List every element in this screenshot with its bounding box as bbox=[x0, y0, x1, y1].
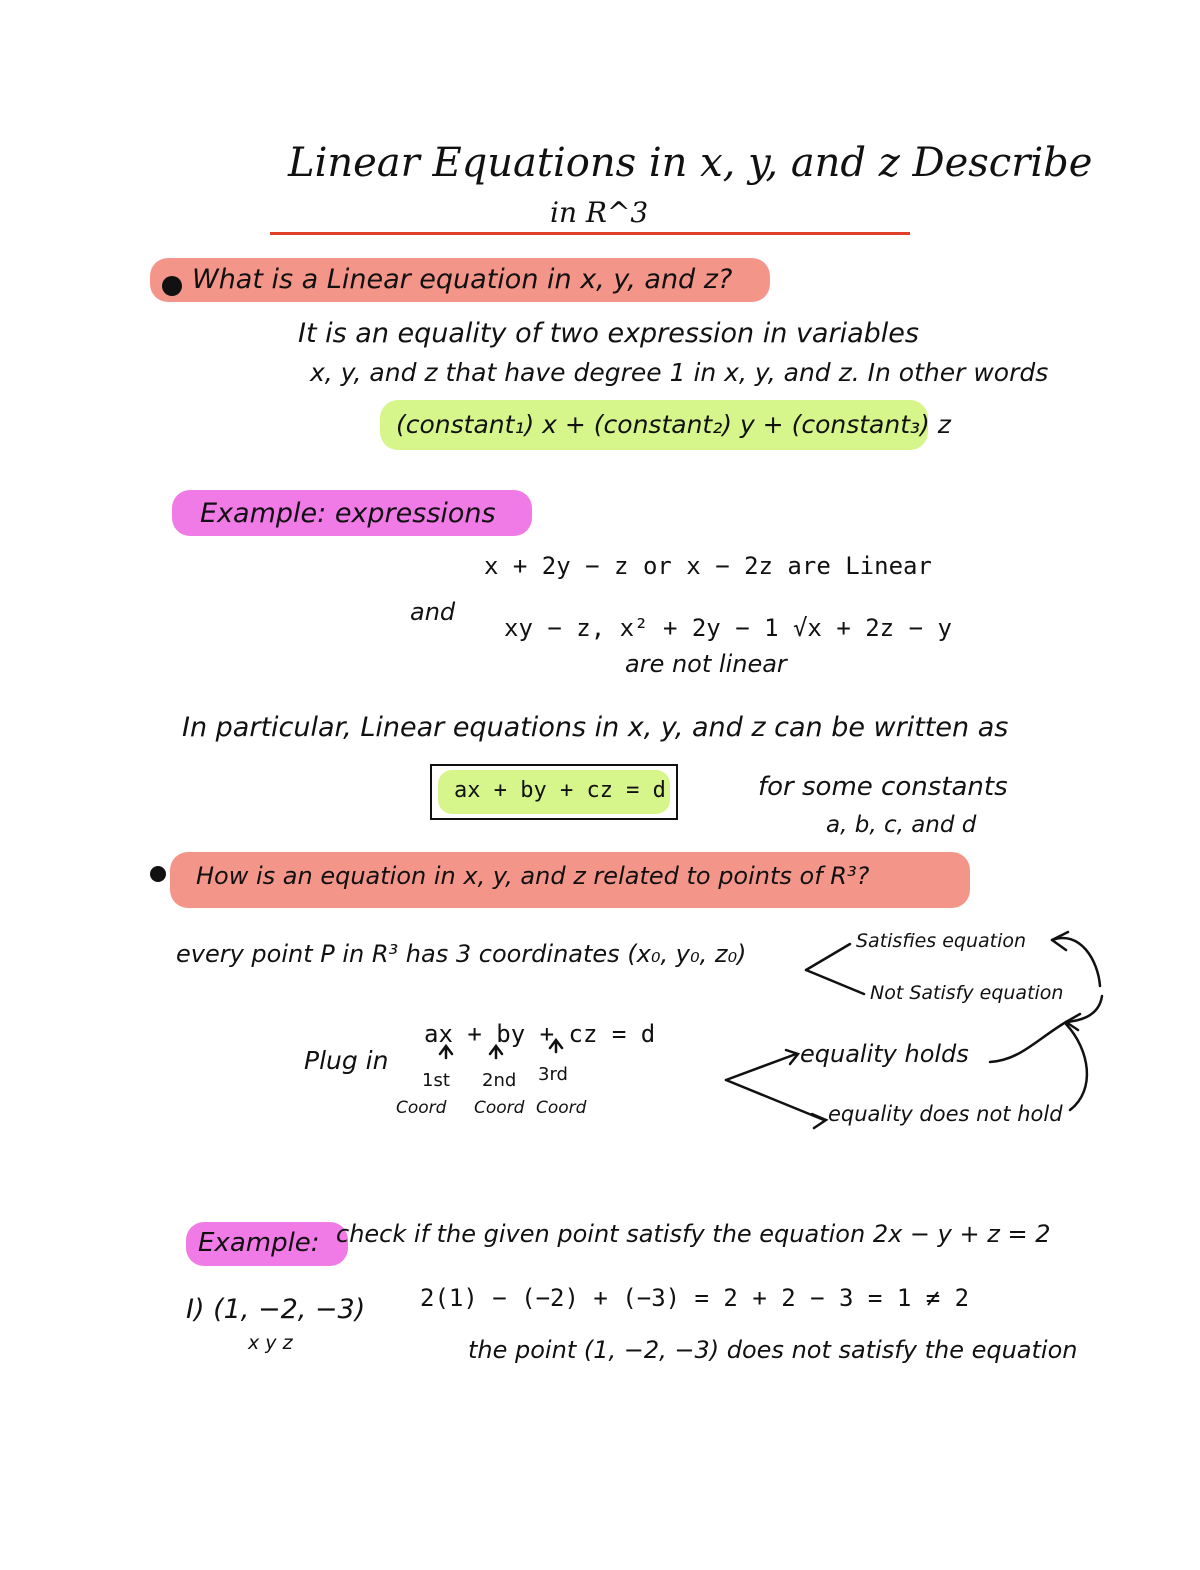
nonlinear-note: are not linear bbox=[625, 650, 787, 678]
answer-line-1: It is an equality of two expression in variables bbox=[298, 318, 919, 349]
constants-line-1: for some constants bbox=[758, 772, 1008, 802]
coord-label-2: 2nd bbox=[482, 1070, 517, 1091]
equality-not-holds: equality does not hold bbox=[828, 1102, 1063, 1126]
linear-examples: x + 2y − z or x − 2z are Linear bbox=[484, 552, 932, 580]
xyz-labels: x y z bbox=[248, 1332, 293, 1354]
coord-word-2: Coord bbox=[474, 1098, 525, 1118]
particular-statement: In particular, Linear equations in x, y, and z can be written as bbox=[182, 712, 1009, 743]
every-point-statement: every point P in R³ has 3 coordinates (x₀, y₀, z₀) bbox=[176, 940, 747, 968]
coord-word-1: Coord bbox=[396, 1098, 447, 1118]
constant-formula: (constant₁) x + (constant₂) y + (constant₃) z bbox=[396, 410, 951, 439]
example-prompt: check if the given point satisfy the equation 2x − y + z = 2 bbox=[336, 1220, 1051, 1248]
coord-label-1: 1st bbox=[422, 1070, 450, 1091]
page-title: Linear Equations in x, y, and z Describe bbox=[288, 140, 1093, 186]
and-label: and bbox=[410, 598, 456, 626]
general-linear-equation: ax + by + cz = d bbox=[454, 778, 666, 803]
substitution-calc: 2(1) − (−2) + (−3) = 2 + 2 − 3 = 1 ≠ 2 bbox=[420, 1284, 970, 1312]
coord-label-3: 3rd bbox=[538, 1064, 568, 1085]
conclusion: the point (1, −2, −3) does not satisfy the equation bbox=[468, 1336, 1078, 1364]
coord-word-3: Coord bbox=[536, 1098, 587, 1118]
point-item-1: I) (1, −2, −3) bbox=[186, 1294, 366, 1325]
question-heading-2: How is an equation in x, y, and z related to points of R³? bbox=[196, 862, 870, 890]
plug-in-label: Plug in bbox=[304, 1046, 389, 1075]
page-subtitle: in R^3 bbox=[550, 196, 649, 229]
example-label-1: Example: expressions bbox=[200, 498, 496, 529]
constants-line-2: a, b, c, and d bbox=[826, 812, 977, 838]
question-heading-1: What is a Linear equation in x, y, and z? bbox=[192, 264, 733, 295]
plug-equation: ax + by + cz = d bbox=[424, 1020, 656, 1048]
example-label-2: Example: bbox=[198, 1228, 320, 1258]
branch-not-satisfy: Not Satisfy equation bbox=[870, 982, 1064, 1004]
nonlinear-examples: xy − z, x² + 2y − 1 √x + 2z − y bbox=[504, 614, 952, 642]
equality-holds: equality holds bbox=[800, 1040, 969, 1068]
answer-line-2: x, y, and z that have degree 1 in x, y, and z. In other words bbox=[310, 358, 1049, 387]
branch-satisfies: Satisfies equation bbox=[856, 930, 1027, 952]
